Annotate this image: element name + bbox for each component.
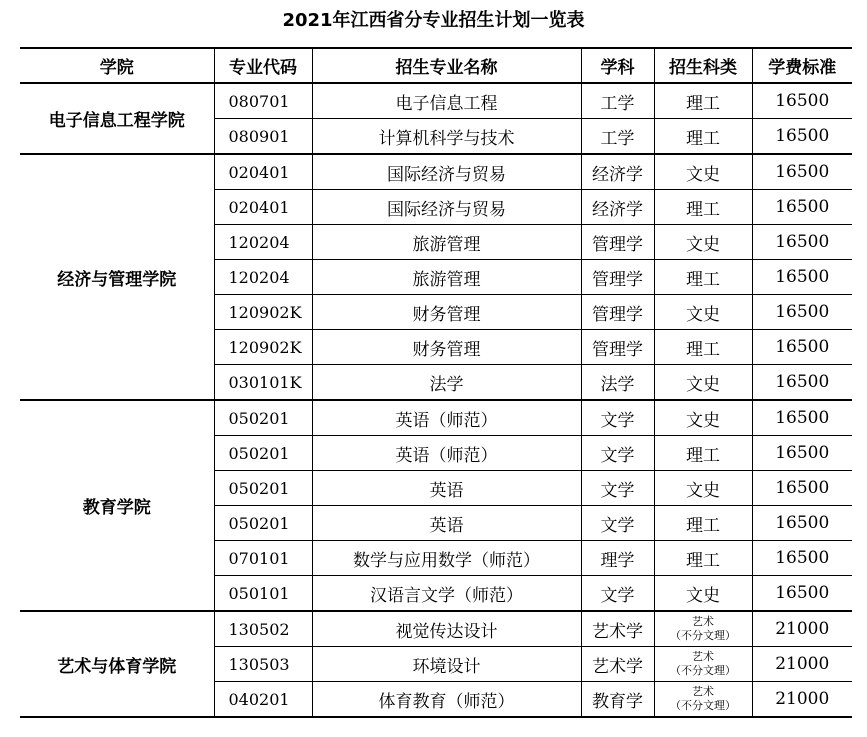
major-name-cell: 视觉传达设计 bbox=[312, 611, 581, 647]
major-name-cell: 英语（师范） bbox=[312, 436, 581, 471]
major-code-cell: 120204 bbox=[214, 225, 312, 260]
major-code-cell: 120902K bbox=[214, 330, 312, 365]
track-cell: 理工 bbox=[654, 119, 752, 155]
fee-cell: 21000 bbox=[752, 682, 852, 718]
track-label: 艺术 bbox=[692, 685, 714, 698]
header-code: 专业代码 bbox=[214, 48, 312, 83]
major-code-cell: 050201 bbox=[214, 506, 312, 541]
discipline-cell: 经济学 bbox=[581, 190, 654, 225]
table-row bbox=[20, 611, 852, 647]
major-name-cell: 英语 bbox=[312, 506, 581, 541]
fee-cell: 16500 bbox=[752, 436, 852, 471]
major-code-cell: 120902K bbox=[214, 295, 312, 330]
major-name-cell: 电子信息工程 bbox=[312, 83, 581, 119]
track-cell: 理工 bbox=[654, 190, 752, 225]
major-name-cell: 国际经济与贸易 bbox=[312, 154, 581, 190]
major-code-cell: 050201 bbox=[214, 471, 312, 506]
table-row bbox=[20, 400, 852, 436]
discipline-cell: 文学 bbox=[581, 576, 654, 612]
discipline-cell: 文学 bbox=[581, 471, 654, 506]
discipline-cell: 艺术学 bbox=[581, 611, 654, 647]
major-name-cell: 财务管理 bbox=[312, 295, 581, 330]
fee-cell: 21000 bbox=[752, 611, 852, 647]
discipline-cell: 管理学 bbox=[581, 330, 654, 365]
major-code-cell: 050101 bbox=[214, 576, 312, 612]
page-title: 2021年江西省分专业招生计划一览表 bbox=[282, 10, 585, 31]
discipline-cell: 教育学 bbox=[581, 682, 654, 718]
major-code-cell: 030101K bbox=[214, 365, 312, 401]
fee-cell: 16500 bbox=[752, 471, 852, 506]
discipline-cell: 经济学 bbox=[581, 154, 654, 190]
track-note: （不分文理） bbox=[670, 629, 736, 642]
track-note: （不分文理） bbox=[670, 699, 736, 712]
track-cell: 理工 bbox=[654, 83, 752, 119]
major-name-cell: 体育教育（师范） bbox=[312, 682, 581, 718]
major-code-cell: 020401 bbox=[214, 190, 312, 225]
track-cell bbox=[654, 647, 752, 682]
discipline-cell: 文学 bbox=[581, 436, 654, 471]
discipline-cell: 管理学 bbox=[581, 225, 654, 260]
major-name-cell: 环境设计 bbox=[312, 647, 581, 682]
fee-cell: 16500 bbox=[752, 190, 852, 225]
track-note: （不分文理） bbox=[670, 664, 736, 677]
fee-cell: 16500 bbox=[752, 576, 852, 612]
major-name-cell: 国际经济与贸易 bbox=[312, 190, 581, 225]
major-code-cell: 080701 bbox=[214, 83, 312, 119]
major-name-cell: 法学 bbox=[312, 365, 581, 401]
track-cell: 理工 bbox=[654, 506, 752, 541]
major-name-cell: 英语 bbox=[312, 471, 581, 506]
discipline-cell: 理学 bbox=[581, 541, 654, 576]
major-code-cell: 130502 bbox=[214, 611, 312, 647]
track-cell: 文史 bbox=[654, 400, 752, 436]
track-cell: 文史 bbox=[654, 295, 752, 330]
header-name: 招生专业名称 bbox=[312, 48, 581, 83]
track-label: 艺术 bbox=[692, 615, 714, 628]
track-cell: 理工 bbox=[654, 541, 752, 576]
track-cell: 文史 bbox=[654, 225, 752, 260]
major-name-cell: 汉语言文学（师范） bbox=[312, 576, 581, 612]
major-name-cell: 旅游管理 bbox=[312, 225, 581, 260]
major-code-cell: 080901 bbox=[214, 119, 312, 155]
track-cell: 文史 bbox=[654, 365, 752, 401]
major-name-cell: 财务管理 bbox=[312, 330, 581, 365]
fee-cell: 16500 bbox=[752, 83, 852, 119]
discipline-cell: 艺术学 bbox=[581, 647, 654, 682]
fee-cell: 16500 bbox=[752, 225, 852, 260]
track-cell: 理工 bbox=[654, 260, 752, 295]
major-code-cell: 070101 bbox=[214, 541, 312, 576]
table-row bbox=[20, 83, 852, 119]
discipline-cell: 工学 bbox=[581, 119, 654, 155]
fee-cell: 16500 bbox=[752, 119, 852, 155]
track-cell: 文史 bbox=[654, 576, 752, 612]
track-cell: 文史 bbox=[654, 471, 752, 506]
major-code-cell: 050201 bbox=[214, 400, 312, 436]
discipline-cell: 管理学 bbox=[581, 295, 654, 330]
fee-cell: 16500 bbox=[752, 506, 852, 541]
major-code-cell: 050201 bbox=[214, 436, 312, 471]
college-cell: 艺术与体育学院 bbox=[20, 611, 214, 717]
major-name-cell: 英语（师范） bbox=[312, 400, 581, 436]
fee-cell: 16500 bbox=[752, 154, 852, 190]
table-row bbox=[20, 154, 852, 190]
college-cell: 经济与管理学院 bbox=[20, 154, 214, 400]
major-name-cell: 数学与应用数学（师范） bbox=[312, 541, 581, 576]
discipline-cell: 文学 bbox=[581, 400, 654, 436]
fee-cell: 16500 bbox=[752, 330, 852, 365]
major-code-cell: 130503 bbox=[214, 647, 312, 682]
discipline-cell: 管理学 bbox=[581, 260, 654, 295]
major-code-cell: 020401 bbox=[214, 154, 312, 190]
fee-cell: 16500 bbox=[752, 541, 852, 576]
track-cell: 理工 bbox=[654, 436, 752, 471]
discipline-cell: 法学 bbox=[581, 365, 654, 401]
track-cell bbox=[654, 682, 752, 718]
fee-cell: 21000 bbox=[752, 647, 852, 682]
track-label: 艺术 bbox=[692, 650, 714, 663]
college-cell: 教育学院 bbox=[20, 400, 214, 611]
header-discipline: 学科 bbox=[581, 48, 654, 83]
table-body bbox=[20, 83, 852, 717]
track-cell bbox=[654, 611, 752, 647]
major-name-cell: 旅游管理 bbox=[312, 260, 581, 295]
table-header bbox=[20, 48, 852, 83]
fee-cell: 16500 bbox=[752, 260, 852, 295]
track-cell: 理工 bbox=[654, 330, 752, 365]
discipline-cell: 工学 bbox=[581, 83, 654, 119]
major-code-cell: 120204 bbox=[214, 260, 312, 295]
major-name-cell: 计算机科学与技术 bbox=[312, 119, 581, 155]
enrollment-plan-table bbox=[20, 47, 852, 718]
college-cell: 电子信息工程学院 bbox=[20, 83, 214, 154]
header-college: 学院 bbox=[20, 48, 214, 83]
track-cell: 文史 bbox=[654, 154, 752, 190]
fee-cell: 16500 bbox=[752, 295, 852, 330]
major-code-cell: 040201 bbox=[214, 682, 312, 718]
header-track: 招生科类 bbox=[654, 48, 752, 83]
header-row bbox=[20, 48, 852, 83]
discipline-cell: 文学 bbox=[581, 506, 654, 541]
fee-cell: 16500 bbox=[752, 365, 852, 401]
header-fee: 学费标准 bbox=[752, 48, 852, 83]
fee-cell: 16500 bbox=[752, 400, 852, 436]
